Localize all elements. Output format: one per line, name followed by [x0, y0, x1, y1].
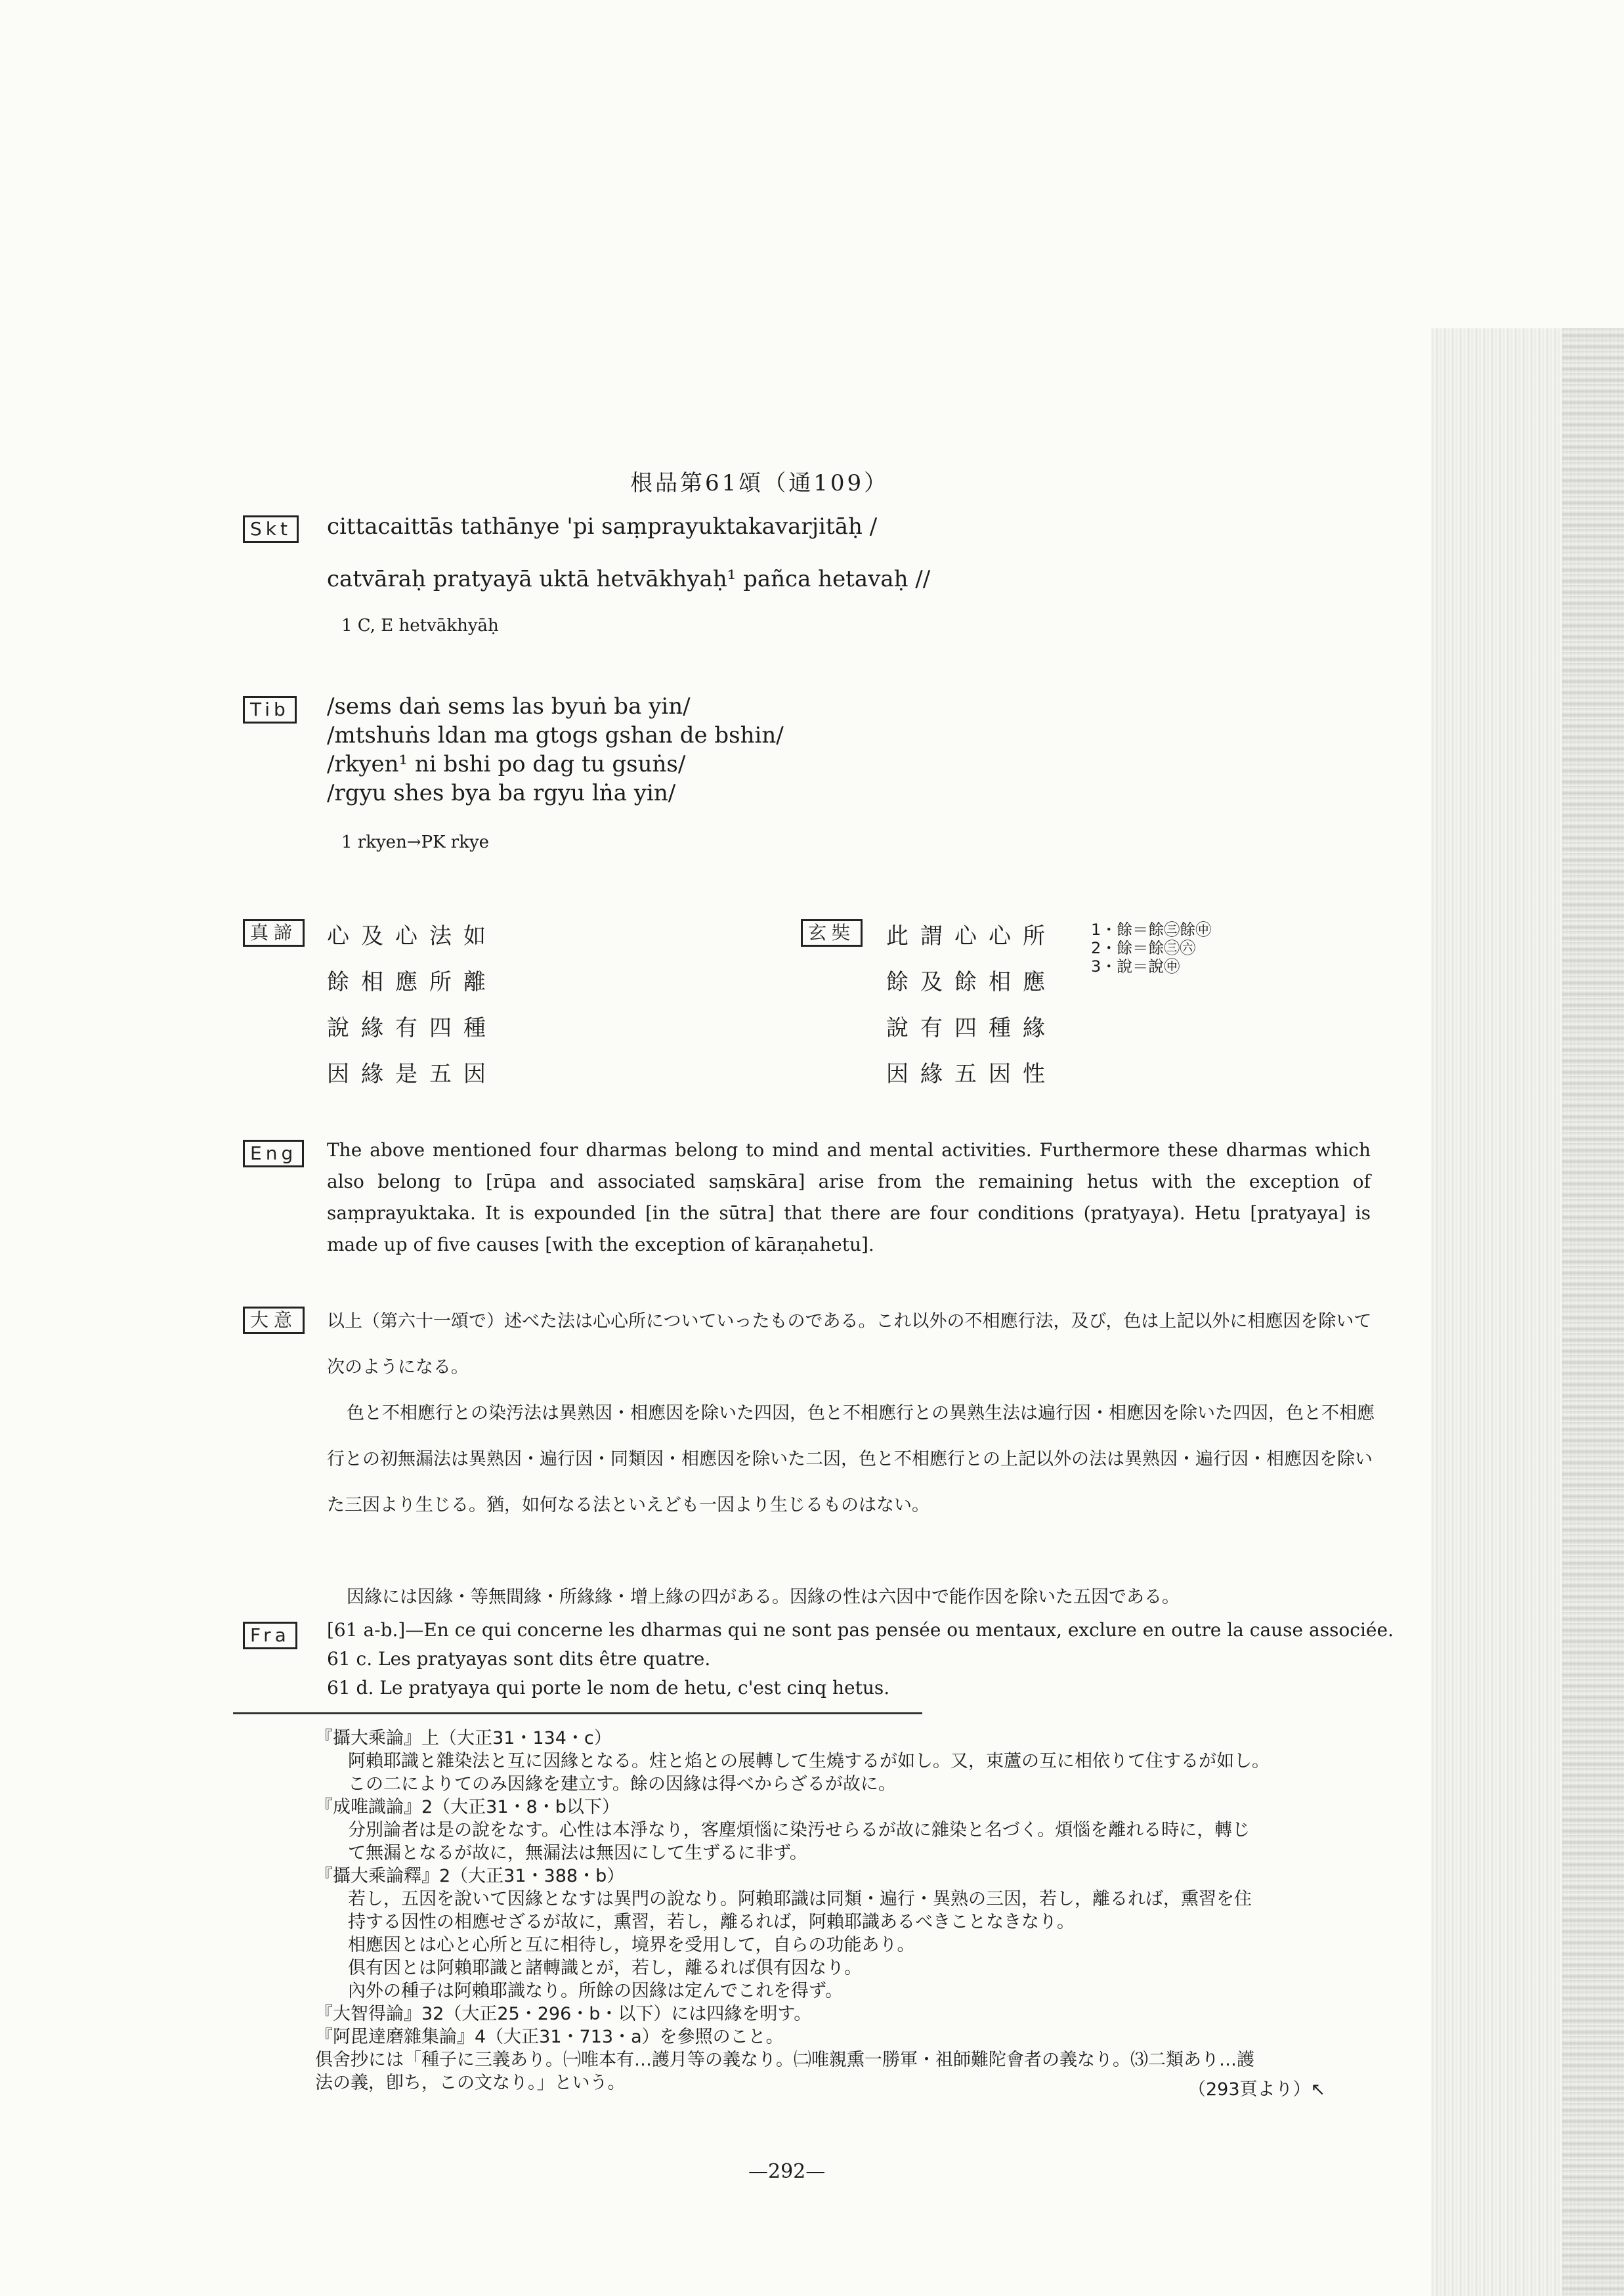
page-title: 根品第61頌（通109） [630, 470, 889, 496]
footnote-continuation: （293頁より）↖ [1188, 2079, 1326, 2100]
scan-edge-texture [1562, 328, 1624, 2296]
section-tag-tib: Tib [243, 696, 297, 724]
footnote-line: 阿賴耶識と雜染法と互に因緣となる。炷と焰との展轉して生燒するが如し。又，束蘆の互に相依りて住するが如し。 [348, 1751, 1270, 1771]
footnote-line: 俱有因とは阿賴耶識と諸轉識とが，若し，離るれば俱有因なり。 [348, 1958, 862, 1978]
skt-verse-line-1: cittacaittās tathānye 'pi saṃprayuktakavarjitāḥ / [327, 513, 878, 540]
footnote-line: 『攝大乘論釋』2（大正31・388・b） [315, 1866, 625, 1886]
footnote-line: 若し，五因を說いて因緣となすは異門の說なり。阿賴耶識は同類・遍行・異熟の三因，若し，離るれば，熏習を住 [348, 1889, 1252, 1909]
footnote-divider [233, 1712, 922, 1714]
shindai-verse-line-2: 餘相應所離 [327, 969, 498, 995]
footnote-line: 『攝大乘論』上（大正31・134・c） [315, 1728, 612, 1748]
tib-verse-line-1: /sems daṅ sems las byuṅ ba yin/ [327, 693, 691, 720]
genjo-verse-line-2: 餘及餘相應 [886, 969, 1057, 995]
footnote-line: 『成唯識論』2（大正31・8・b以下） [315, 1797, 620, 1817]
section-tag-taii: 大意 [243, 1307, 305, 1334]
tib-verse-line-3: /rkyen¹ ni bshi po dag tu gsuṅs/ [327, 751, 686, 777]
footnote-line: 俱舍抄には「種子に三義あり。㈠唯本有…護月等の義なり。㈡唯親熏一勝軍・祖師難陀會者の義なり。⑶二類あり…護 [315, 2050, 1254, 2070]
section-tag-genjo: 玄奘 [801, 919, 863, 947]
skt-verse-line-2: catvāraḥ pratyayā uktā hetvākhyaḥ¹ pañca hetavaḥ // [327, 566, 931, 592]
footnote-line: て無漏となるが故に，無漏法は無因にして生ずるに非ず。 [348, 1843, 807, 1863]
page-number: —292— [748, 2160, 826, 2183]
genjo-variant-note-3: 3・說＝說㊥ [1091, 957, 1180, 976]
genjo-verse-line-4: 因緣五因性 [886, 1061, 1057, 1087]
footnote-line: 內外の種子は阿賴耶識なり。所餘の因緣は定んでこれを得ず。 [348, 1981, 843, 2001]
section-tag-skt: Skt [243, 515, 299, 543]
tib-variant-note: 1 rkyen→PK rkye [341, 833, 490, 852]
summary-paragraph-3: 因緣には因緣・等無間緣・所緣緣・增上緣の四がある。因緣の性は六因中で能作因を除いた五因である。 [347, 1587, 1180, 1607]
section-tag-shindai: 真諦 [243, 919, 305, 947]
french-line-1: [61 a-b.]—En ce qui concerne les dharmas qui ne sont pas pensée ou mentaux, exclure en outre la cause associée. [327, 1619, 1394, 1641]
french-line-2: 61 c. Les pratyayas sont dits être quatre. [327, 1648, 711, 1670]
tib-verse-line-2: /mtshuṅs ldan ma gtogs gshan de bshin/ [327, 722, 784, 748]
section-tag-eng: Eng [243, 1140, 304, 1167]
genjo-variant-note-1: 1・餘＝餘㊂餘㊥ [1091, 921, 1212, 939]
shindai-verse-line-4: 因緣是五因 [327, 1061, 498, 1087]
french-line-3: 61 d. Le pratyaya qui porte le nom de hetu, c'est cinq hetus. [327, 1677, 890, 1699]
shindai-verse-line-1: 心及心法如 [327, 923, 498, 949]
footnote-line: 相應因とは心と心所と互に相待し，境界を受用して，自らの功能あり。 [348, 1935, 915, 1955]
genjo-variant-note-2: 2・餘＝餘㊂㊅ [1091, 939, 1196, 957]
footnote-line: 持する因性の相應せざるが故に，熏習，若し，離るれば，阿賴耶識あるべきことなきなり。 [348, 1912, 1075, 1932]
genjo-verse-line-3: 說有四種緣 [886, 1015, 1057, 1041]
genjo-verse-line-1: 此謂心心所 [886, 923, 1057, 949]
skt-variant-note: 1 C, E hetvākhyāḥ [341, 616, 499, 636]
english-translation: The above mentioned four dharmas belong to mind and mental activities. Furthermore these dharmas which also belong to [rūpa and associated saṃskāra] arise from the remaining hetus with the exception of saṃprayuktaka. It is expounded [in the sūtra] that there are four conditions (pratyaya). Hetu [pratyaya] is made up of five causes [with the exception of kāraṇahetu]. [327, 1139, 1371, 1255]
section-tag-fra: Fra [243, 1622, 297, 1649]
shindai-verse-line-3: 說緣有四種 [327, 1015, 498, 1041]
footnote-line: 『大智得論』32（大正25・296・b・以下）には四緣を明す。 [315, 2004, 812, 2024]
summary-paragraph-2: 色と不相應行との染汚法は異熟因・相應因を除いた四因，色と不相應行との異熟生法は遍行因・相應因を除いた四因，色と不相應行との初無漏法は異熟因・遍行因・同類因・相應因を除いた二因，色と不相應行との上記以外の法は異熟因・遍行因・相應因を除いた三因より生じる。猶，如何なる法といえども一因より生じるものはない。 [327, 1403, 1375, 1515]
tib-verse-line-4: /rgyu shes bya ba rgyu lṅa yin/ [327, 780, 676, 806]
footnote-line: 分別論者は是の說をなす。心性は本淨なり，客塵煩惱に染汚せらるが故に雜染と名づく。煩惱を離れる時に，轉じ [348, 1820, 1250, 1840]
footnote-line: 法の義，卽ち，この文なり。」という。 [315, 2073, 626, 2093]
footnote-line: この二によりてのみ因緣を建立す。餘の因緣は得べからざるが故に。 [348, 1774, 896, 1794]
summary-paragraph-1: 以上（第六十一頌で）述べた法は心心所についていったものである。これ以外の不相應行法，及び，色は上記以外に相應因を除いて次のようになる。 [327, 1311, 1372, 1377]
footnote-line: 『阿毘達磨雜集論』4（大正31・713・a）を參照のこと。 [315, 2027, 784, 2047]
